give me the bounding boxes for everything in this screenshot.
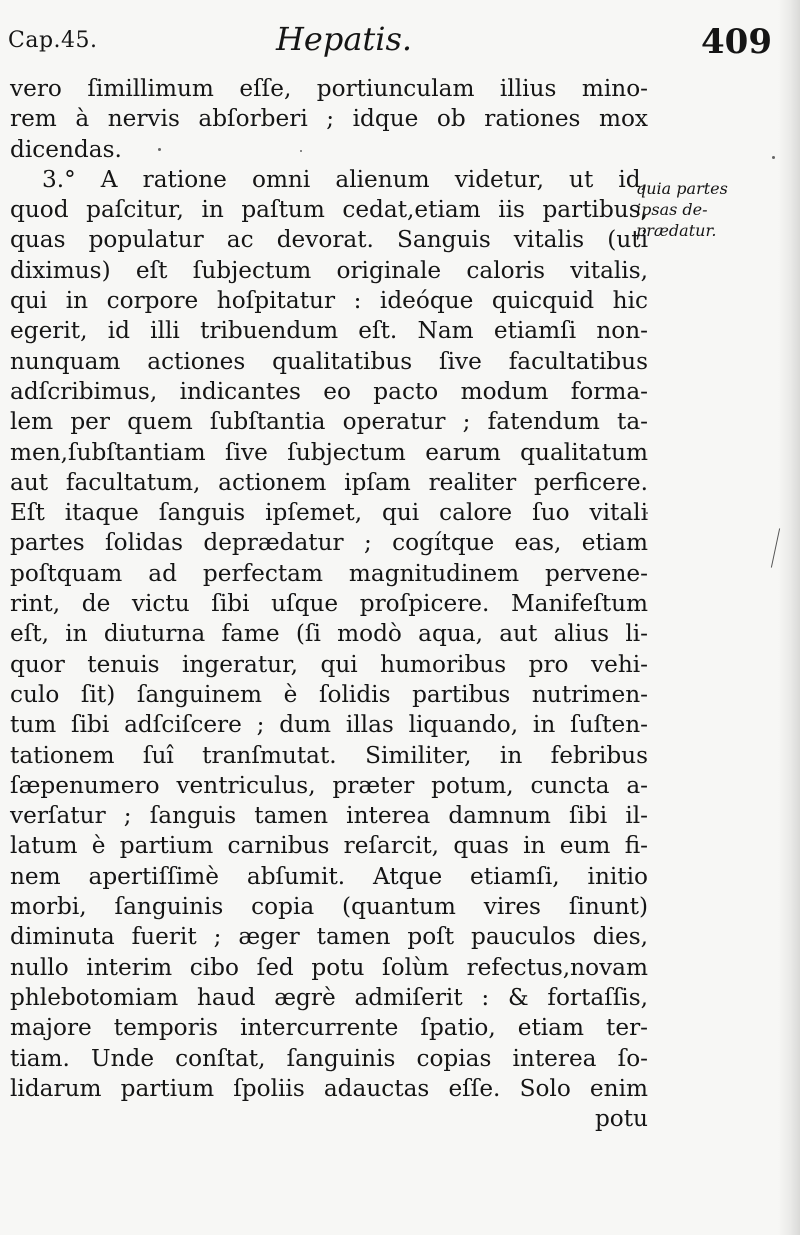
- text-line: tiam. Unde conſtat, ſanguinis copias interea ſo-: [10, 1044, 648, 1072]
- text-line: quod paſcitur, in paſtum cedat,etiam iis partibus,: [10, 196, 648, 224]
- text-line: diximus) eſt ſubjectum originale caloris vitalis,: [10, 256, 648, 284]
- text-line: majore temporis intercurrente ſpatio, etiam ter-: [10, 1014, 648, 1042]
- marginal-note: [636, 178, 796, 241]
- body-text: [10, 74, 648, 1134]
- text-line: culo ſit) ſanguinem è ſolidis partibus nutrimen-: [10, 680, 648, 708]
- marginal-note-line: ipsas de-: [636, 200, 708, 219]
- text-line: lidarum partium ſpoliis adauctas eſſe. Solo enim: [10, 1074, 648, 1102]
- text-line: dicendas.: [10, 135, 122, 163]
- text-line: tationem ſuî tranſmutat. Similiter, in febribus: [10, 741, 648, 769]
- text-line: nem apertiſſimè abſumit. Atque etiamſi, initio: [10, 862, 648, 890]
- text-line: tum ſibi adſciſcere ; dum illas liquando, in ſuſten-: [10, 711, 648, 739]
- text-line: lem per quem ſubſtantia operatur ; fatendum ta-: [10, 408, 648, 436]
- text-line: diminuta fuerit ; æger tamen poſt pauculos dies,: [10, 923, 648, 951]
- text-line: adſcribimus, indicantes eo pacto modum forma-: [10, 377, 648, 405]
- text-line: quas populatur ac devorat. Sanguis vitalis (uti: [10, 226, 648, 254]
- marginal-note-line: prædatur.: [636, 221, 717, 240]
- text-line: vero ſimillimum eſſe, portiunculam illius mino-: [10, 75, 648, 102]
- text-line: nunquam actiones qualitatibus ſive facultatibus: [10, 347, 648, 375]
- chapter-label: Cap.45.: [8, 28, 98, 53]
- text-line: nullo interim cibo ſed potu ſolùm refectus,novam: [10, 953, 648, 981]
- text-line: quor tenuis ingeratur, qui humoribus pro vehi-: [10, 650, 648, 678]
- text-line: egerit, id illi tribuendum eſt. Nam etiamſi non-: [10, 317, 648, 345]
- text-line: poſtquam ad perfectam magnitudinem pervene-: [10, 559, 648, 587]
- text-line: latum è partium carnibus reſarcit, quas in eum fi-: [10, 832, 648, 860]
- page-number: 409: [701, 22, 772, 62]
- text-line: rem à nervis abſorberi ; idque ob rationes mox: [10, 105, 648, 133]
- running-header: [8, 18, 772, 70]
- text-line: 3.° A ratione omni alienum videtur, ut id,: [42, 165, 648, 193]
- text-line: qui in corpore hoſpitatur : ideóque quicquid hic: [10, 287, 648, 315]
- catchword: potu: [594, 1105, 648, 1133]
- running-title: Hepatis.: [276, 20, 413, 58]
- text-line: rint, de victu ſibi uſque proſpicere. Manifeſtum: [10, 590, 648, 618]
- ink-speck: [772, 156, 775, 159]
- text-line: phlebotomiam haud ægrè admiſerit : & fortaſſis,: [10, 983, 648, 1011]
- text-line: morbi, ſanguinis copia (quantum vires ſinunt): [10, 893, 648, 921]
- text-line: Eſt itaque ſanguis ipſemet, qui calore ſuo vitali: [10, 499, 648, 527]
- text-line: men,ſubſtantiam ſive ſubjectum earum qualitatum: [10, 438, 648, 466]
- text-line: partes ſolidas deprædatur ; cogítque eas, etiam: [10, 529, 648, 557]
- text-line: aut facultatum, actionem ipſam realiter perficere.: [10, 468, 648, 496]
- text-line: ſæpenumero ventriculus, præter potum, cuncta a-: [10, 771, 648, 799]
- marginal-note-line: quia partes: [636, 179, 728, 198]
- text-line: eſt, in diuturna fame (ſi modò aqua, aut alius li-: [10, 620, 648, 648]
- text-line: verſatur ; ſanguis tamen interea damnum ſibi il-: [10, 802, 648, 830]
